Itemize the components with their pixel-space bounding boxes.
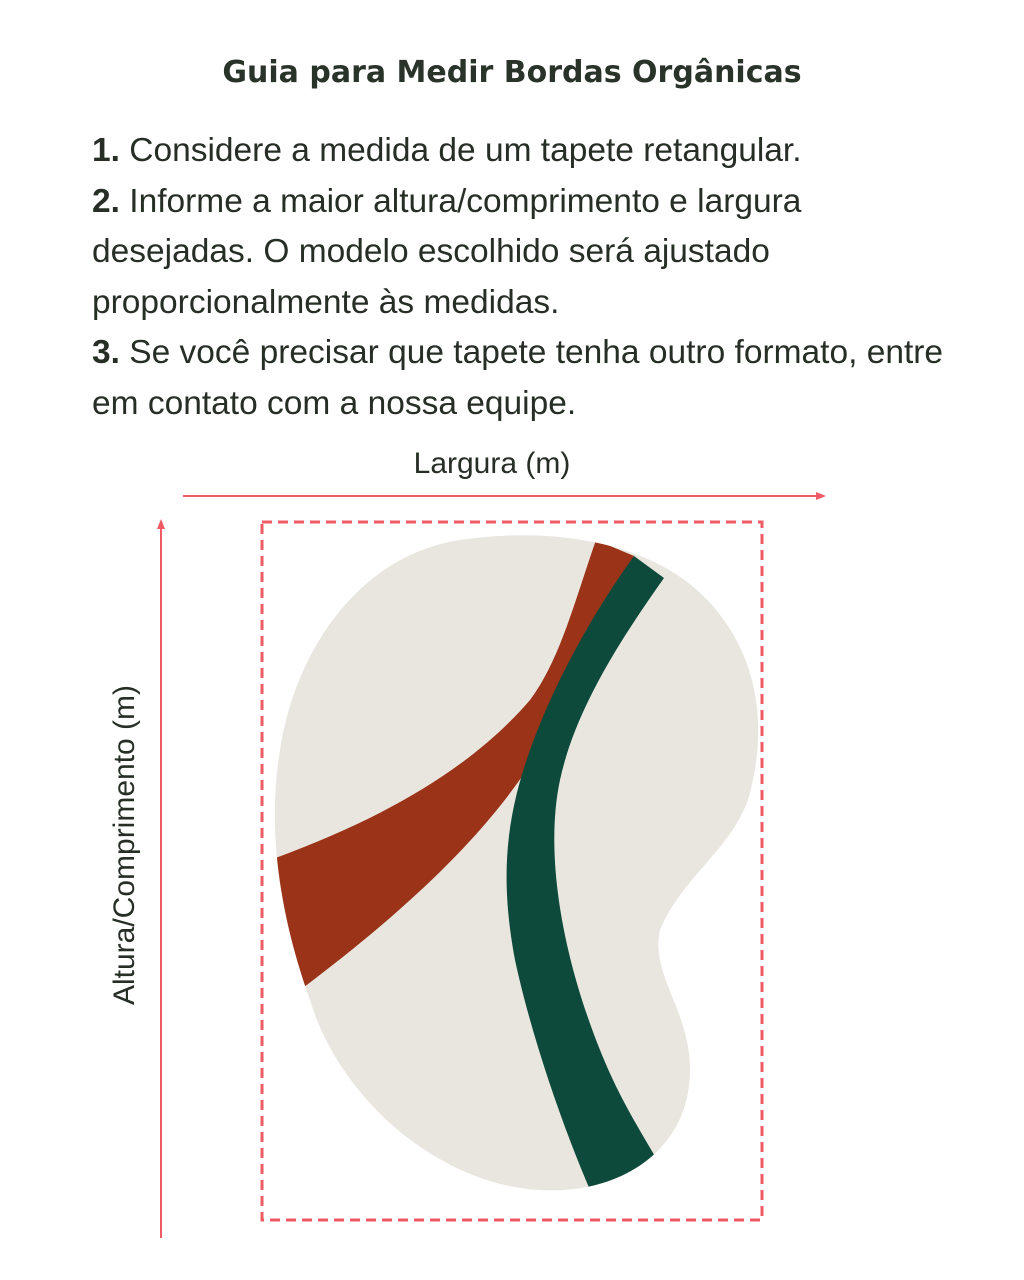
step-text: Se você precisar que tapete tenha outro formato, entre em contato com a nossa equipe.: [92, 334, 944, 422]
height-label: Altura/Comprimento (m): [108, 684, 141, 1006]
step-number: 3.: [92, 334, 120, 371]
height-arrow: [157, 519, 165, 1238]
step-number: 2.: [92, 182, 120, 220]
width-label: Largura (m): [413, 447, 571, 480]
step-number: 1.: [92, 132, 120, 169]
step-text: Informe a maior altura/comprimento e largura desejadas. O modelo escolhido será ajustado proporcionalmente às medidas.: [92, 182, 802, 321]
organic-rug-shape: [270, 535, 758, 1190]
width-arrow: [183, 492, 826, 500]
step-text: Considere a medida de um tapete retangular.: [119, 132, 802, 169]
page-title: Guia para Medir Bordas Orgânicas: [222, 55, 802, 90]
